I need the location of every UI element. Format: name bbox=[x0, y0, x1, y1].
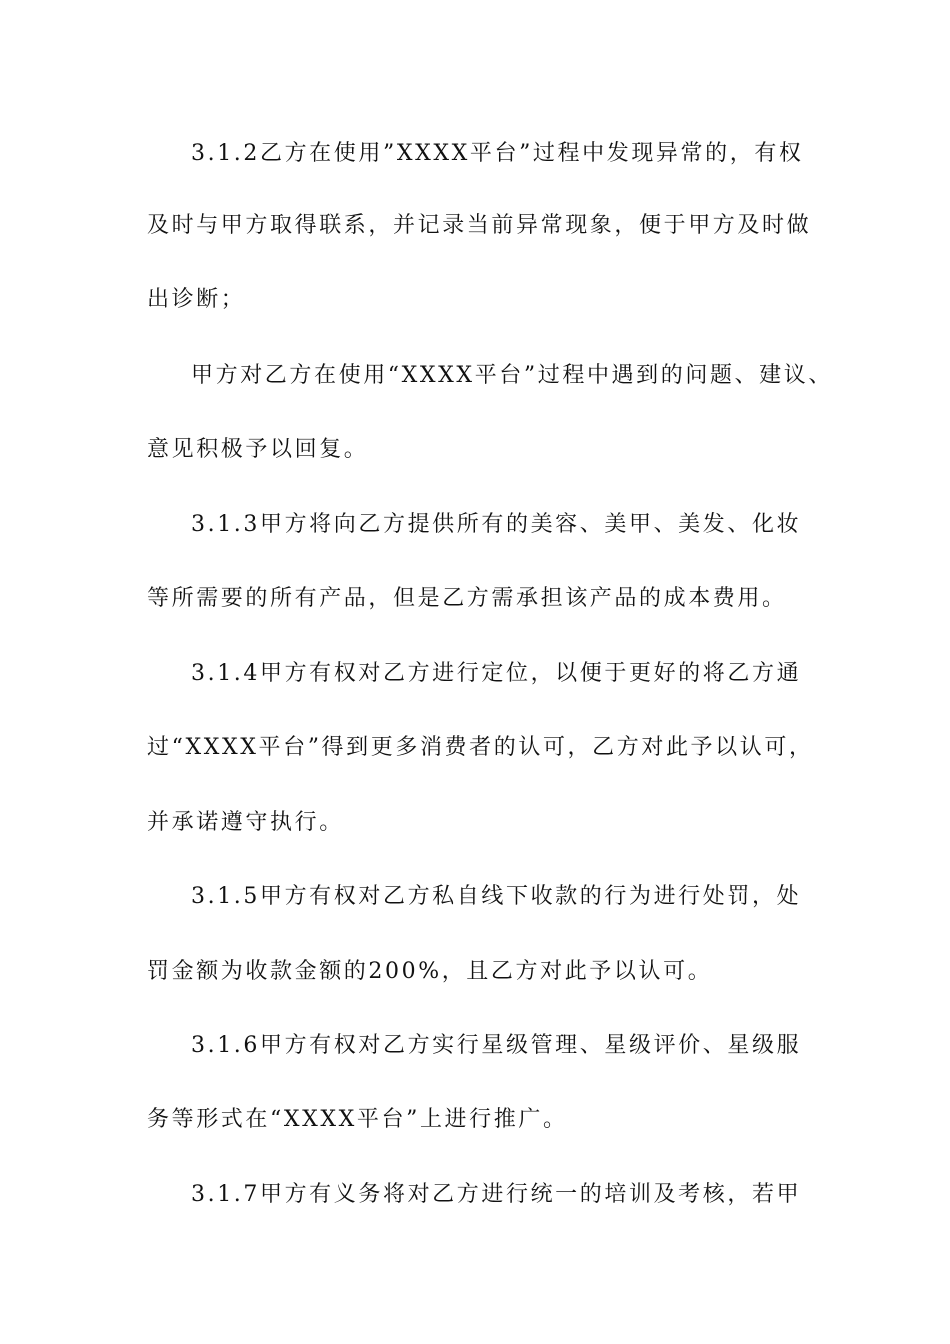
clause-3-1-4-line-1: 3.1.4甲方有权对乙方进行定位，以便于更好的将乙方通 bbox=[191, 661, 802, 686]
clause-3-1-4-line-3: 并承诺遵守执行。 bbox=[147, 810, 344, 835]
clause-3-1-2-line-3: 出诊断； bbox=[147, 287, 246, 312]
clause-3-1-5-line-1: 3.1.5甲方有权对乙方私自线下收款的行为进行处罚，处 bbox=[191, 884, 802, 909]
clause-3-1-4-line-2: 过“XXXX平台”得到更多消费者的认可，乙方对此予以认可， bbox=[147, 735, 814, 760]
clause-3-1-2-line-1: 3.1.2乙方在使用”XXXX平台”过程中发现异常的，有权 bbox=[191, 141, 804, 166]
clause-3-1-6-line-2: 务等形式在“XXXX平台”上进行推广。 bbox=[147, 1107, 568, 1132]
clause-3-1-7-line-1: 3.1.7甲方有义务将对乙方进行统一的培训及考核，若甲 bbox=[191, 1182, 802, 1207]
clause-3-1-5-line-2: 罚金额为收款金额的200%，且乙方对此予以认可。 bbox=[147, 959, 713, 984]
clause-3-1-6-line-1: 3.1.6甲方有权对乙方实行星级管理、星级评价、星级服 bbox=[191, 1033, 802, 1058]
clause-3-1-3-line-1: 3.1.3甲方将向乙方提供所有的美容、美甲、美发、化妆 bbox=[191, 512, 802, 537]
clause-3-1-3-line-2: 等所需要的所有产品，但是乙方需承担该产品的成本费用。 bbox=[147, 586, 787, 611]
reply-paragraph-line-1: 甲方对乙方在使用“XXXX平台”过程中遇到的问题、建议、 bbox=[191, 363, 833, 388]
reply-paragraph-line-2: 意见积极予以回复。 bbox=[147, 437, 369, 462]
clause-3-1-2-line-2: 及时与甲方取得联系，并记录当前异常现象，便于甲方及时做 bbox=[147, 213, 812, 238]
